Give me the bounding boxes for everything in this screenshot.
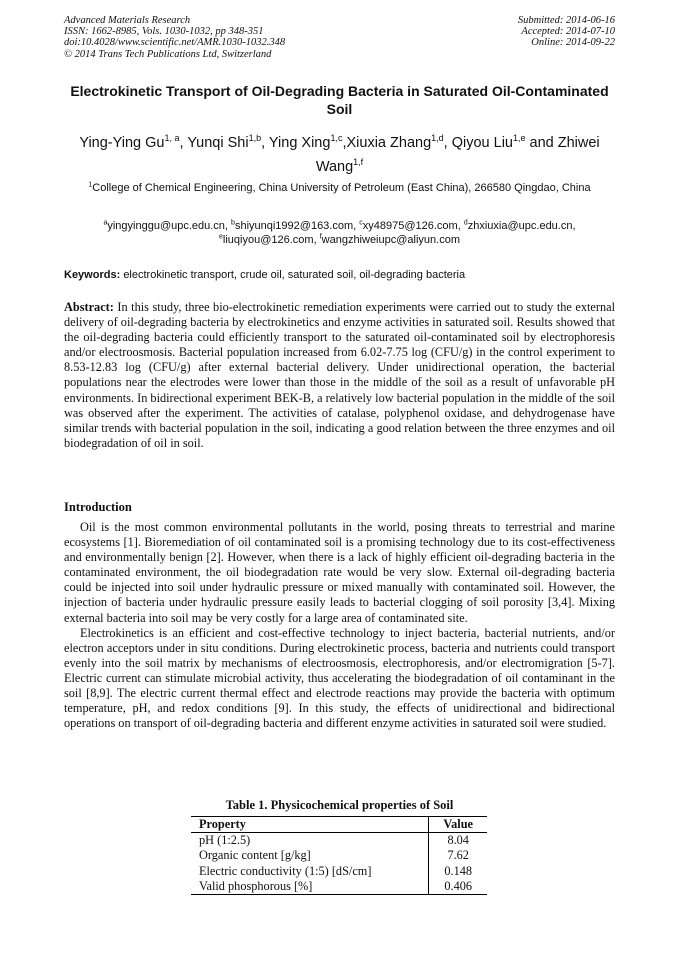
affiliation	[64, 181, 615, 195]
submitted-date: Submitted: 2014-06-16	[517, 15, 615, 26]
email: $^d$zhxiuxia@upc.edu.cn,	[463, 219, 576, 232]
abstract	[64, 300, 615, 451]
keywords-label: Keywords:	[64, 269, 121, 281]
properties-table	[191, 816, 487, 895]
email-list	[64, 219, 615, 247]
author: Ying Xing$^{1,c}$,	[268, 133, 347, 151]
email: $^f$wangzhiweiupc@aliyun.com	[319, 233, 460, 246]
table-cell: 8.04	[429, 833, 487, 849]
table-cell: 0.148	[429, 864, 487, 879]
table-cell: Valid phosphorous [%]	[191, 879, 429, 895]
paragraph: Electrokinetics is an efficient and cost-effective technology to inject bacteria, bacterial nutrients, and/or electron acceptors under in situ conditions. During electrokinetic process, bacteria and nutrients could transport evenly into the soil matrix by mechanisms of electroosmosis, electrophoresis, and/or electromigration [5-7]. Electric current can stimulate microbial activity, thus accelerating the biodegradation of oil contaminant in the soil [8,9]. The electric current thermal effect and electrode reactions may provide the bacteria with optimum temperature, pH, and redox conditions [9]. In this study, the effects of unidirectional and bidirectional operations on transport of oil-degrading bacteria and different enzyme activities in saturated soil were studied.	[64, 625, 615, 731]
paragraph: Oil is the most common environmental pollutants in the world, posing threats to terrestrial and marine ecosystems [1]. Bioremediation of oil contaminated soil is a promising technology due to its cost-effectiveness and environmentally benign [2]. However, when there is a lack of highly efficient oil-degrading bacteria in the contaminated environment, the oil biodegradation rate would be very slow. External oil-degrading bacteria could be injected into soil under hydraulic pressure or mixed manually with contaminated soil. However, the injection of bacteria under hydraulic pressure easily leads to bacterial clogging of soil porosity [3,4]. Mixing external bacteria into soil may be very costly for a large area of contaminated site.	[64, 520, 615, 625]
copyright-line: © 2014 Trans Tech Publications Ltd, Switzerland	[64, 48, 272, 60]
section-heading: Introduction	[64, 500, 132, 514]
author: Qiyou Liu$^{1,e}$ and	[451, 133, 558, 151]
journal-name: Advanced Materials Research	[64, 15, 191, 26]
table-caption: Table 1. Physicochemical properties of Soil	[225, 798, 454, 812]
online-date: Online: 2014-09-22	[531, 37, 615, 49]
author: Yunqi Shi$^{1,b}$,	[187, 133, 269, 151]
table-row	[191, 833, 487, 849]
introduction-body	[64, 520, 615, 731]
table-header-row	[191, 817, 487, 833]
dates-info	[518, 15, 615, 49]
author: Zhiwei Wang$^{1,f}$	[315, 135, 600, 175]
author-list	[64, 131, 615, 179]
journal-info	[64, 15, 285, 60]
column-header: Value	[429, 817, 487, 833]
author: Ying-Ying Gu$^{1, a}$,	[79, 133, 188, 151]
affiliation-text: College of Chemical Engineering, China University of Petroleum (East China), 266580 Qingdao, China	[92, 182, 591, 194]
table-row	[191, 879, 487, 895]
abstract-label: Abstract:	[64, 300, 114, 314]
email: $^e$liuqiyou@126.com,	[219, 233, 317, 246]
abstract-text: In this study, three bio-electrokinetic remediation experiments were carried out to study the external delivery of oil-degrading bacteria by electrokinetics and enzyme activities in saturated soil. Results showed that the oil-degrading bacteria could efficiently transport to the saturated oil-contaminated soil by electrophoresis and/or electroosmosis. Bacterial population increased from 6.02-7.75 log (CFU/g) in the control experiment to 8.53-12.83 log (CFU/g) after external bacterial delivery. Under unidirectional operation, the bacterial populations near the electrodes were lower than those in the middle of the soil as a result of unfavorable pH environments. In bidirectional experiment BEK-B, a relatively low bacterial population in the middle of the soil was observed after the experiment. The activities of catalase, polyphenol oxidase, and dehydrogenase have similar trends with bacterial population in the soil, indicating a good relation between the three enzymes and oil biodegradation of oil in soil.	[64, 300, 615, 450]
issn-line: ISSN: 1662-8985, Vols. 1030-1032, pp 348-351	[64, 26, 264, 38]
author: Xiuxia Zhang$^{1,d}$,	[346, 133, 452, 151]
paper-title: Electrokinetic Transport of Oil-Degrading Bacteria in Saturated Oil-Contaminated Soil	[70, 83, 609, 117]
table-cell: Electric conductivity (1:5) [dS/cm]	[199, 863, 372, 878]
affiliation-marker: 1	[88, 181, 93, 189]
accepted-date: Accepted: 2014-07-10	[521, 26, 615, 38]
table-cell: 0.406	[429, 879, 487, 895]
keywords-text: electrokinetic transport, crude oil, saturated soil, oil-degrading bacteria	[123, 269, 466, 281]
table-row	[191, 864, 487, 879]
table-row	[191, 848, 487, 863]
table-cell: 7.62	[429, 848, 487, 863]
email: $^c$xy48975@126.com,	[359, 219, 461, 232]
table-cell: pH (1:2.5)	[199, 833, 251, 848]
email: $^a$yingyinggu@upc.edu.cn,	[103, 219, 228, 232]
doi-line: doi:10.4028/www.scientific.net/AMR.1030-1032.348	[64, 37, 286, 49]
email: $^b$shiyunqi1992@163.com,	[231, 219, 357, 232]
table-cell: Organic content [g/kg]	[199, 848, 311, 863]
keywords	[64, 268, 615, 282]
column-header: Property	[191, 817, 429, 833]
